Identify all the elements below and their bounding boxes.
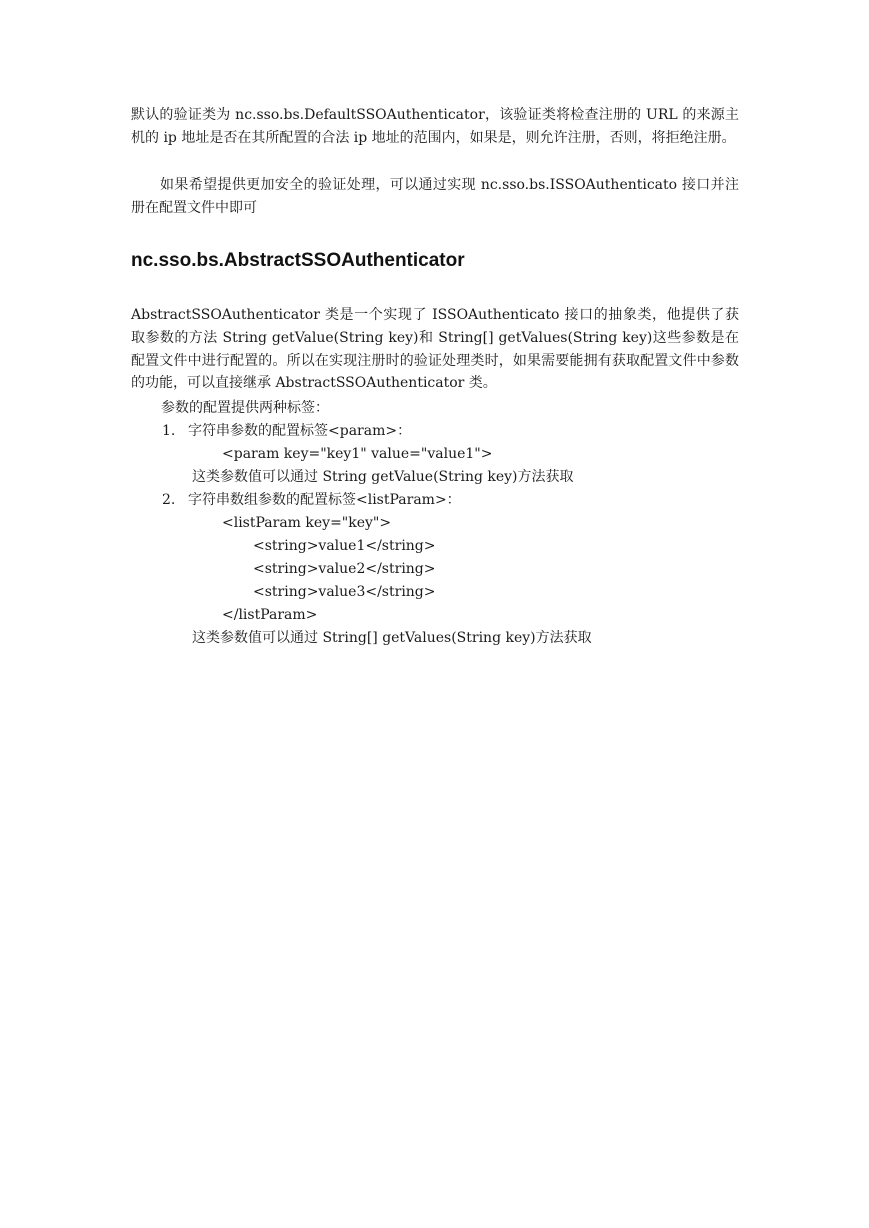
code-line-param: <param key="key1" value="value1"> [222, 446, 493, 462]
code-line-listparam-open: <listParam key="key"> [222, 515, 392, 531]
section-heading: nc.sso.bs.AbstractSSOAuthenticator [131, 250, 465, 271]
code-line-string-value3: <string>value3</string> [253, 584, 436, 600]
code-line-string-value2: <string>value2</string> [253, 561, 436, 577]
list-item-desc-listparam: 这类参数值可以通过 String[] getValues(String key)方法获取 [192, 630, 592, 646]
paragraph-custom-authenticator: 如果希望提供更加安全的验证处理，可以通过实现 nc.sso.bs.ISSOAuthenticato 接口并注册在配置文件中即可 [131, 177, 739, 216]
list-item-number-1: 1. [162, 423, 176, 439]
list-item-desc-param: 这类参数值可以通过 String getValue(String key)方法获取 [192, 469, 574, 485]
list-item-label-param: 字符串参数的配置标签<param>： [188, 423, 412, 439]
code-line-string-value1: <string>value1</string> [253, 538, 436, 554]
section-body: AbstractSSOAuthenticator 类是一个实现了 ISSOAuthenticato 接口的抽象类，他提供了获取参数的方法 String getValue(String key)和 String[] getValues(String key)这些参数是在配置文件中进行配置的。所以在实现注册时的验证处理类时，如果需要能拥有获取配置文件中参数的功能，可以直接继承 AbstractSSOAuthenticator 类。 [131, 307, 739, 392]
list-item-label-listparam: 字符串数组参数的配置标签<listParam>： [188, 492, 461, 508]
tags-intro: 参数的配置提供两种标签： [161, 400, 329, 416]
list-item-number-2: 2. [162, 492, 176, 508]
paragraph-default-authenticator: 默认的验证类为 nc.sso.bs.DefaultSSOAuthenticator，该验证类将检查注册的 URL 的来源主机的 ip 地址是否在其所配置的合法 ip 地址的范围内，如果是，则允许注册，否则，将拒绝注册。 [131, 107, 739, 146]
code-line-listparam-close: </listParam> [222, 607, 318, 623]
